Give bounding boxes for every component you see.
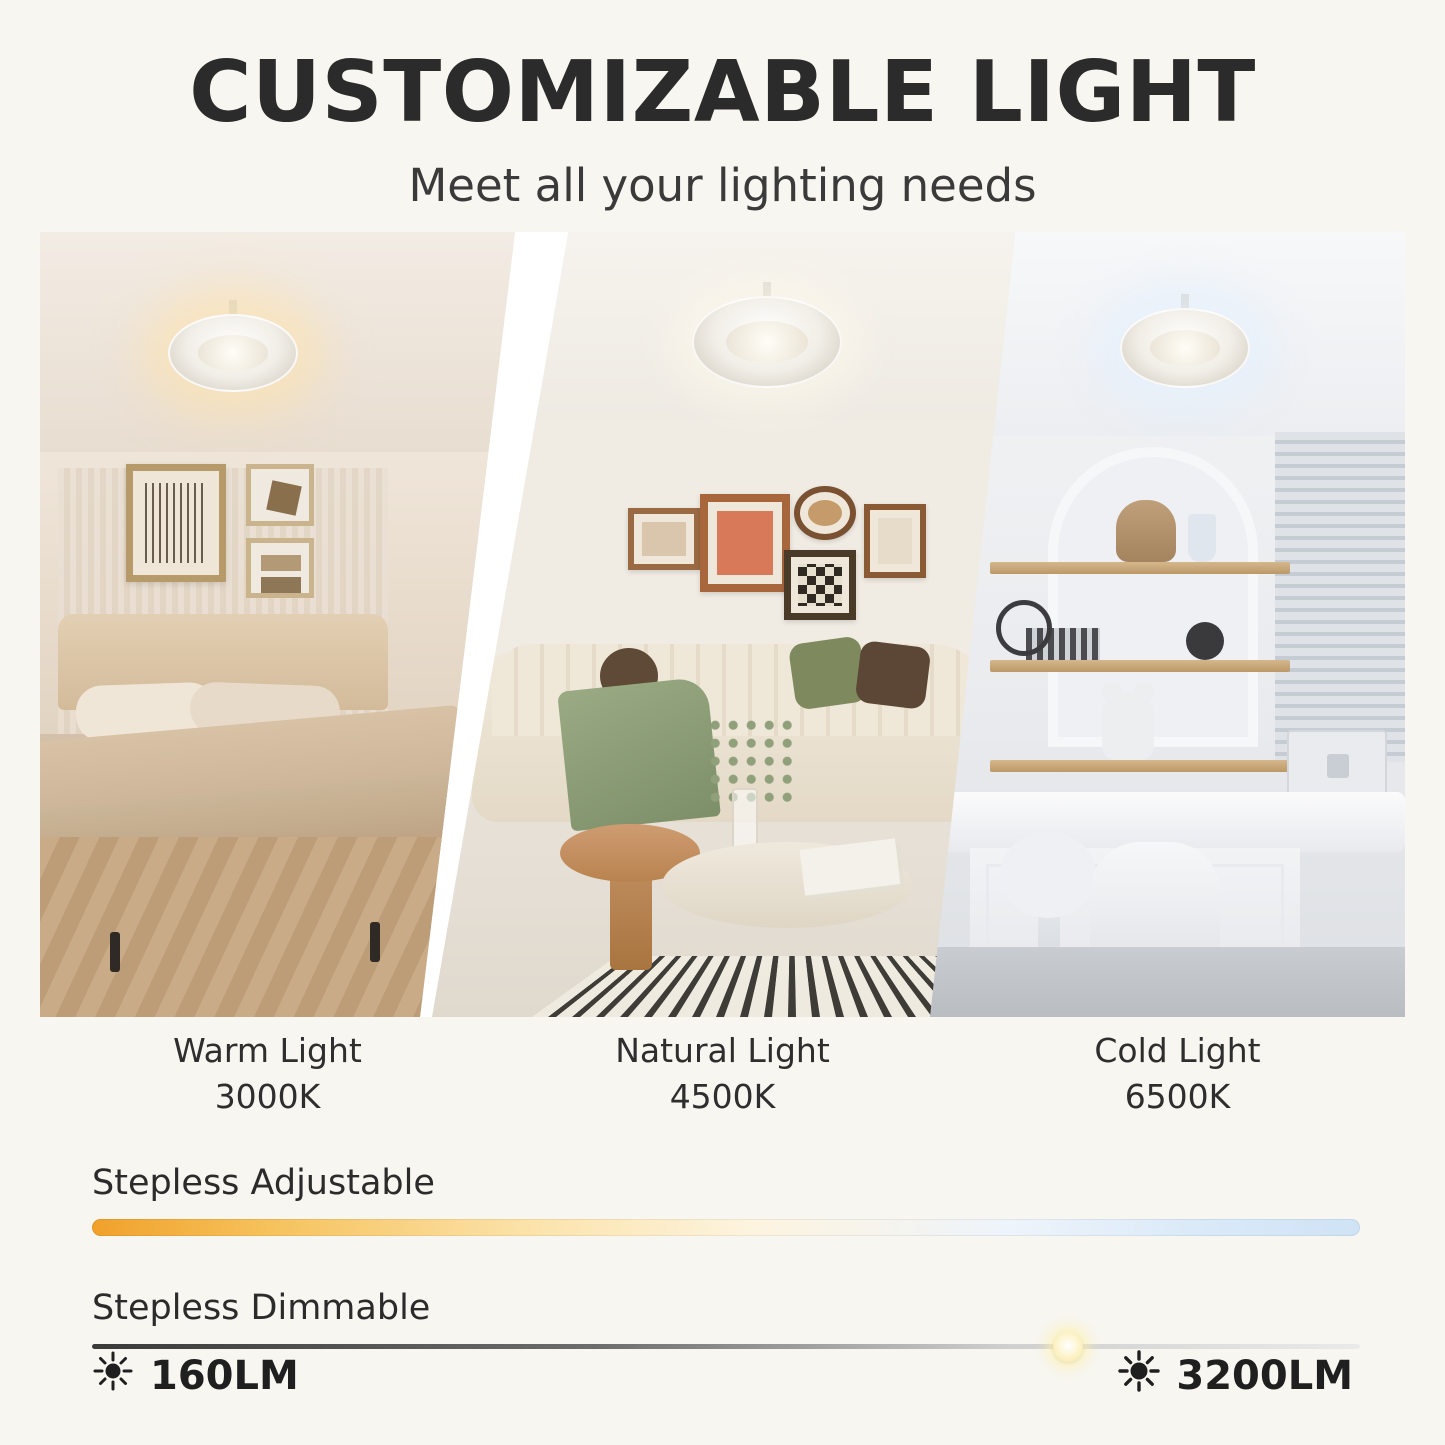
shelf [990,660,1290,672]
gallery-frame [700,494,790,592]
arched-niche [1048,447,1258,747]
shelf [990,562,1290,574]
decor-ring [996,600,1052,656]
cushion-brown [854,640,931,710]
min-lumen-label: 160LM [150,1353,299,1399]
gallery-frame-oval [794,486,856,540]
min-lumen [92,1350,299,1402]
max-lumen [1118,1350,1353,1402]
cushion-green [788,635,868,710]
caption-row [40,1028,1405,1119]
page-subtitle: Meet all your lighting needs [408,159,1037,213]
caption-cold [950,1028,1405,1119]
caption-warm-title: Warm Light [173,1031,362,1070]
wall-art-striped [126,464,226,582]
caption-cold-title: Cold Light [1094,1031,1261,1070]
decor-sphere [1186,622,1224,660]
lumen-row [0,1350,1445,1402]
caption-warm-kelvin: 3000K [214,1076,321,1116]
stool [1000,832,1096,918]
shelf [990,760,1290,772]
floor [930,947,1405,1017]
bear-figurine [1102,692,1154,760]
window-blinds [1275,432,1405,762]
caption-warm [40,1028,495,1119]
dimming-slider-block [92,1288,1360,1349]
caption-natural-title: Natural Light [615,1031,830,1070]
caption-natural [495,1028,950,1119]
sun-low-icon [92,1350,134,1402]
scene-gallery [40,232,1405,1017]
glass-object [1188,514,1216,562]
dimming-slider-track[interactable] [92,1344,1360,1349]
chair [1090,842,1220,962]
cct-slider-label: Stepless Adjustable [92,1163,435,1203]
max-lumen-label: 3200LM [1176,1353,1353,1399]
sun-high-icon [1118,1350,1160,1402]
gallery-frame [628,508,700,570]
wall-art-blocks [246,538,314,598]
gallery-frame [864,504,926,578]
wall-art-cube [246,464,314,526]
laptop [1287,730,1387,796]
dimming-slider-label: Stepless Dimmable [92,1288,431,1328]
throw-blanket [557,677,721,832]
cct-slider-track[interactable] [92,1219,1360,1236]
gallery-frame-checker [784,550,856,620]
cct-slider-block [92,1163,1360,1236]
ceramic-vase [1116,500,1176,562]
scene-panel-warm [40,232,515,1017]
caption-natural-kelvin: 4500K [669,1076,776,1116]
page-title: CUSTOMIZABLE LIGHT [189,43,1256,142]
caption-cold-kelvin: 6500K [1124,1076,1231,1116]
